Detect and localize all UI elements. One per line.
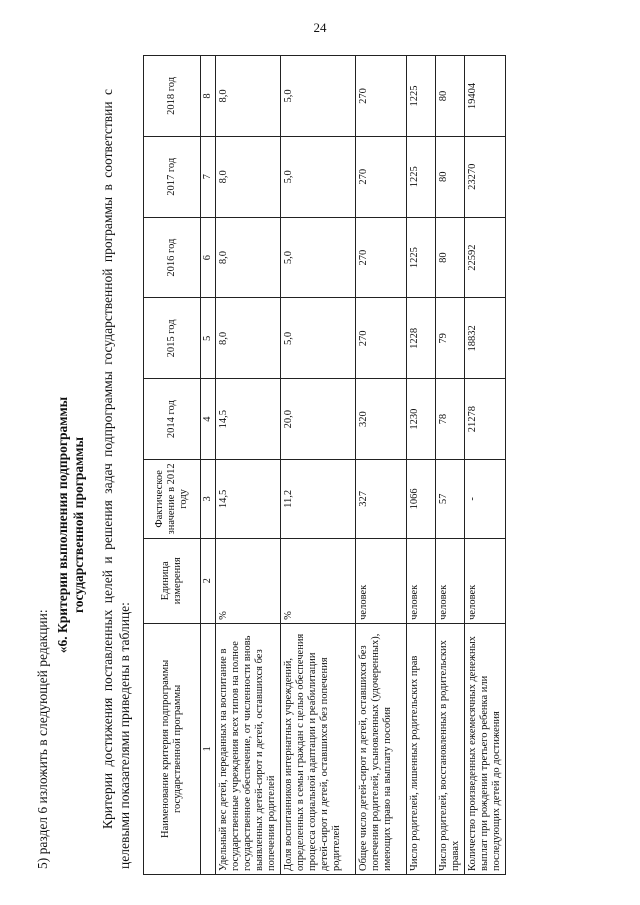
column-number: 5 [201,298,216,379]
value-2017: 5,0 [281,136,356,217]
header-2016: 2016 год [144,217,201,298]
value-2012: 327 [356,460,407,539]
value-2014: 78 [436,379,465,460]
header-2017: 2017 год [144,136,201,217]
value-2017: 80 [436,136,465,217]
table-row [436,56,465,875]
intro-paragraph: Критерии достижения поставленных целей и решения задач подпрограммы государственной программы в соответствии с целевыми показателями приведены в таблице: [100,89,132,869]
column-number: 2 [201,538,216,623]
value-2018: 80 [436,56,465,137]
header-2015: 2015 год [144,298,201,379]
value-2014: 20,0 [281,379,356,460]
value-2016: 8,0 [216,217,281,298]
header-2018: 2018 год [144,56,201,137]
value-2018: 19404 [465,56,506,137]
criterion-unit: человек [356,538,407,623]
criterion-name: Доля воспитанников интернатных учреждений, определенных в семьи граждан с целью обеспечения процесса социальной адаптации и реабилитации детей-сирот и детей, оставшихся без попечения родителей [281,623,356,874]
table-row [465,56,506,875]
value-2014: 21278 [465,379,506,460]
table-row [356,56,407,875]
value-2012: 14,5 [216,460,281,539]
value-2017: 23270 [465,136,506,217]
value-2014: 320 [356,379,407,460]
column-number: 8 [201,56,216,137]
value-2016: 1225 [407,217,436,298]
value-2016: 80 [436,217,465,298]
table-header-row [144,56,201,875]
value-2017: 270 [356,136,407,217]
value-2015: 18832 [465,298,506,379]
value-2012: - [465,460,506,539]
section-heading-line-2: государственной программы [71,436,86,614]
value-2015: 8,0 [216,298,281,379]
intro-text: 5) раздел 6 изложить в следующей редакции: [35,609,50,869]
column-number: 4 [201,379,216,460]
column-number: 1 [201,623,216,874]
value-2016: 22592 [465,217,506,298]
column-number: 7 [201,136,216,217]
page-number: 24 [313,20,327,35]
value-2015: 5,0 [281,298,356,379]
value-2017: 1225 [407,136,436,217]
value-2018: 5,0 [281,56,356,137]
column-number: 6 [201,217,216,298]
section-heading [55,235,87,815]
rotated-landscape-page [35,55,605,875]
criterion-name: Удельный вес детей, переданных на воспитание в государственные учреждения всех типов на полное государственное обеспечение, от численности вновь выявленных детей-сирот и детей, оставшихся без попечения родителей [216,623,281,874]
column-number-row [201,56,216,875]
value-2015: 79 [436,298,465,379]
section-heading-line-1: «6. Критерии выполнения подпрограммы [55,396,70,654]
value-2016: 270 [356,217,407,298]
criterion-name: Общее число детей-сирот и детей, оставшихся без попечения родителей, усыновленных (удочеренных), имеющих право на выплату пособия [356,623,407,874]
value-2017: 8,0 [216,136,281,217]
value-2012: 11,2 [281,460,356,539]
value-2018: 1225 [407,56,436,137]
criterion-unit: человек [407,538,436,623]
criterion-unit: % [281,538,356,623]
criterion-name: Количество произведенных ежемесячных денежных выплат при рождении третьего ребенка или последующих детей до достижения [465,623,506,874]
value-2018: 270 [356,56,407,137]
value-2018: 8,0 [216,56,281,137]
value-2014: 14,5 [216,379,281,460]
value-2015: 1228 [407,298,436,379]
column-number: 3 [201,460,216,539]
value-2015: 270 [356,298,407,379]
criterion-name: Число родителей, восстановленных в родительских правах [436,623,465,874]
value-2016: 5,0 [281,217,356,298]
table-row [216,56,281,875]
table-row [281,56,356,875]
criteria-table [143,55,506,875]
value-2012: 57 [436,460,465,539]
criterion-unit: человек [465,538,506,623]
table-row [407,56,436,875]
criterion-unit: человек [436,538,465,623]
value-2012: 1066 [407,460,436,539]
criterion-name: Число родителей, лишенных родительских прав [407,623,436,874]
header-criterion: Наименование критерия подпрограммы государственной программы [144,623,201,874]
criterion-unit: % [216,538,281,623]
value-2014: 1230 [407,379,436,460]
header-unit: Единица измерения [144,538,201,623]
header-2014: 2014 год [144,379,201,460]
header-actual-2012: Фактическое значение в 2012 году [144,460,201,539]
